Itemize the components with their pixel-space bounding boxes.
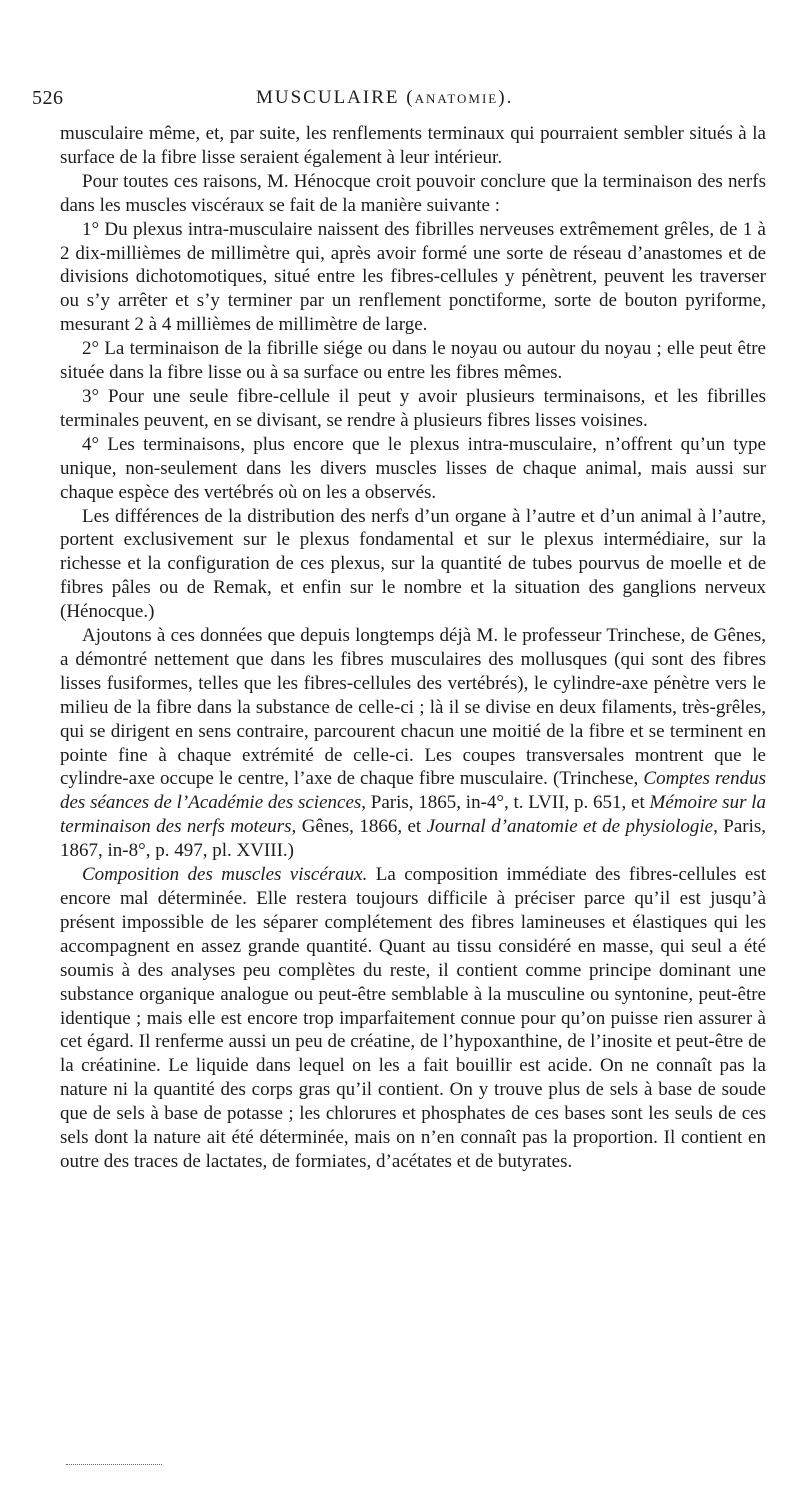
trinchese-text-mid-1: , Paris, 1865, in-4°, t. LVII, p. 651, et <box>361 792 650 814</box>
paragraph-point-1: 1° Du plexus intra-musculaire naissent des fibrilles nerveuses extrêmement grêles, de 1 à 2 dix-millièmes de millimètre qui, après avoir formé une sorte de réseau d’anastomes et de divisions dichotomotiques, situé entre les fibres-cellules y pénètrent, peuvent les traverser ou s’y arrêter et s’y terminer par un renflement ponctiforme, sorte de bouton pyriforme, mesurant 2 à 4 millièmes de millimètre de large. <box>60 218 766 336</box>
running-title-main: MUSCULAIRE ( <box>256 87 415 108</box>
trinchese-text-after: , Paris, 1867, in-8°, p. 497, pl. XVIII.) <box>60 816 767 862</box>
paragraph-point-2: 2° La terminaison de la fibrille siége ou dans le noyau ou autour du noyau ; elle peut être située dans la fibre lisse ou à sa surface ou entre les fibres mêmes. <box>60 338 766 384</box>
paragraph-continuation: musculaire même, et, par suite, les renflements terminaux qui pourraient sembler situés à la surface de la fibre lisse seraient également à leur intérieur. <box>60 123 766 168</box>
paragraph-trinchese <box>60 624 766 863</box>
paragraph-composition <box>60 863 766 1174</box>
citation-comptes-rendus: Comptes rendus des séances de l’Académie des sciences <box>60 768 766 814</box>
running-title-section: ANATOMIE <box>414 91 499 106</box>
paragraph-point-4: 4° Les terminaisons, plus encore que le plexus intra-musculaire, n’offrent qu’un type unique, non-seulement dans les divers muscles lisses de chaque animal, mais aussi sur chaque espèce des vertébrés où on les a observés. <box>60 433 766 503</box>
citation-memoire: Mémoire sur la terminaison des nerfs moteurs <box>60 792 766 838</box>
running-title <box>256 84 513 113</box>
trinchese-text-before: Ajoutons à ces données que depuis longtemps déjà M. le professeur Trinchese, de Gênes, a démontré nettement que dans les fibres musculaires des mollusques (qui sont des fibres lisses fusiformes, telles que les fibres-cellules des vertébrés), le cylindre-axe pénètre vers le milieu de la fibre dans la substance de celle-ci ; là il se divise en deux filaments, très-grêles, qui se dirigent en sens contraire, parcourent chacun une moitié de la fibre et se terminent en pointe fine à chaque extrémité de celle-ci. Les coupes transversales montrent que le cylindre-axe occupe le centre, l’axe de chaque fibre musculaire. (Trinchese, <box>60 625 766 790</box>
paragraph-henocque-conclusion: Pour toutes ces raisons, M. Hénocque croit pouvoir conclure que la terminaison des nerfs dans les muscles viscéraux se fait de la manière suivante : <box>60 170 766 216</box>
composition-text: La composition immédiate des fibres-cellules est encore mal déterminée. Elle restera toujours difficile à préciser parce qu’il est jusqu’à présent impossible de les séparer complétement des fibres lamineuses et élastiques qui les accompagnent en assez grande quantité. Quant au tissu considéré en masse, qui seul a été soumis à des analyses peu complètes du reste, il contient comme principe dominant une substance organique analogue ou peut-être semblable à la musculine ou syntonine, peut-être identique ; mais elle est encore trop imparfaitement connue pour qu’on puisse rien assurer à cet égard. Il renferme aussi un peu de créatine, de l’hypoxanthine, de l’inosite et peut-être de la créatinine. Le liquide dans lequel on les a fait bouillir est acide. On ne connaît pas la nature ni la quantité des corps gras qu’il contient. On y trouve plus de sels à base de soude que de sels à base de potasse ; les chlorures et phosphates de ces bases sont les seuls de ces sels dont la nature ait été déterminée, mais on n’en connaît pas la proportion. Il contient en outre des traces de lactates, de formiates, d’acétates et de butyrates. <box>60 864 766 1172</box>
footer-rule <box>66 1464 162 1465</box>
trinchese-text-mid-2: , Gênes, 1866, et <box>291 816 427 838</box>
body-text <box>60 122 766 1174</box>
page-number: 526 <box>32 87 64 109</box>
citation-journal: Journal d’anatomie et de physiologie <box>426 816 714 838</box>
paragraph-differences: Les différences de la distribution des nerfs d’un organe à l’autre et d’un animal à l’autre, portent exclusivement sur le plexus fondamental et sur le plexus intermédiaire, sur la richesse et la configuration de ces plexus, sur la quantité de tubes pourvus de moelle et de fibres pâles ou de Remak, et enfin sur le nombre et la situation des ganglions nerveux (Hénocque.) <box>60 505 766 623</box>
paragraph-point-3: 3° Pour une seule fibre-cellule il peut y avoir plusieurs terminaisons, et les fibrilles terminales peuvent, en se divisant, se rendre à plusieurs fibres lisses voisines. <box>60 385 766 431</box>
section-heading-composition: Composition des muscles viscéraux. <box>82 864 368 886</box>
running-head <box>32 84 768 112</box>
running-title-close: ). <box>498 87 514 108</box>
